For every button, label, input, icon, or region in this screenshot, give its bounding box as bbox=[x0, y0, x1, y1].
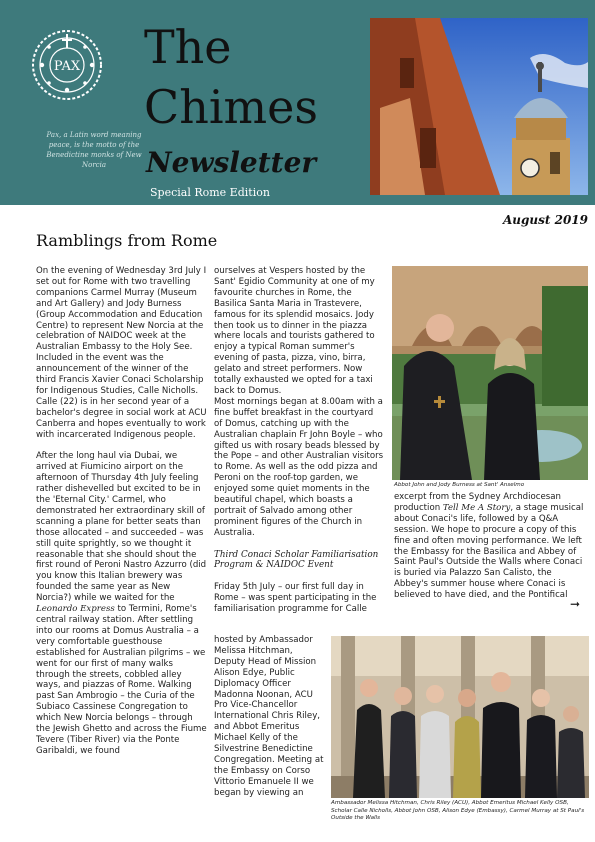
paragraph-mornings: Most mornings began at 8.00am with a fine buffet breakfast in the courtyard of Domus, catching up with the Australian chaplain Fr John Boyle – who gifted us with rosary beads blessed by the Pope – and other Australian visitors to Rome. As well as the odd pizza and Peroni on the roof-top garden, we enjoyed some quiet moments in the beautiful chapel, which boasts a portrait of Salvado among other prominent figures of the Church in Australia. bbox=[214, 396, 384, 538]
photo-group-st-pauls bbox=[331, 636, 589, 798]
tagline: Pax, a Latin word meaning peace, is the motto of the Benedictine monks of New Norcia bbox=[46, 131, 142, 169]
article-column-1 bbox=[36, 266, 208, 757]
train-name: Leonardo Express bbox=[36, 604, 115, 615]
article-column-3 bbox=[394, 492, 588, 601]
subheading-conaci: Third Conaci Scholar Familiarisation Program & NAIDOC Event bbox=[214, 549, 379, 571]
title-the: The bbox=[144, 20, 232, 74]
paragraph-opening: On the evening of Wednesday 3rd July I set out for Rome with two travelling companions Carmel Murray (Museum and Art Gallery) and Jody Burness (Group Accommodation and Education Centre) to represent New Norcia at the celebration of NAIDOC week at the Australian Embassy to the Holy See. Included in the event was the announcement of the winner of the third Francis Xavier Conaci Scholarship for Indigenous Studies, Calle Nicholls. Calle (22) is in her second year of a bachelor's degree in social work at ACU Canberra and hopes eventually to work with incarcerated Indigenous people. bbox=[36, 266, 207, 440]
issue-date: August 2019 bbox=[502, 213, 588, 227]
paragraph-vespers: ourselves at Vespers hosted by the Sant' Egidio Community at one of my favourite churches in Rome, the Basilica Santa Maria in Trastevere, famous for its splendid mosaics. Jody then took us to dinner in the piazza where locals and tourists gathered to enjoy a typical Roman summer's evening of pasta, pizza, vino, birra, gelato and street performers. Now totally exhausted we opted for a taxi back to Domus. bbox=[214, 266, 375, 396]
article-column-2-lower bbox=[214, 635, 324, 799]
pax-logo bbox=[30, 28, 104, 102]
photo-caption-2: Ambassador Melissa Hitchman, Chris Riley (ACU), Abbot Emeritus Michael Kelly OSB, Scholar Calle Nicholls, Abbot John OSB, Alison Edye (Embassy), Carmel Murray at St Paul's Outside the Walls bbox=[331, 800, 585, 822]
production-title: Tell Me A Story bbox=[442, 502, 511, 513]
article-column-2 bbox=[214, 266, 384, 615]
article-headline: Ramblings from Rome bbox=[36, 231, 218, 250]
logo-text: PAX bbox=[53, 59, 81, 74]
photo-abbot-and-jody bbox=[392, 266, 588, 480]
edition-label: Special Rome Edition bbox=[150, 186, 270, 199]
photo-caption-1: Abbot John and Jody Burness at Sant' Anselmo bbox=[394, 482, 525, 488]
paragraph-friday-cont: hosted by Ambassador Melissa Hitchman, Deputy Head of Mission Alison Edye, Public Diplomacy Officer Madonna Noonan, ACU Pro Vice-Chancellor International Chris Riley, and Abbot Emeritus Michael Kelly of the Silvestrine Benedictine Congregation. Meeting at the Embassy on Corso Vittorio Emanuele II we began by viewing an bbox=[214, 635, 324, 798]
paragraph-arrival: After the long haul via Dubai, we arrived at Fiumicino airport on the afternoon of Thursday 4th July feeling rather dishevelled but excited to be in the 'Eternal City.' Carmel, who demonstrated her extraordinary skill of scanning a plane for better seats than those allocated – and succeeded – was still quite sprightly, so we thought it reasonable that she should shout the first round of Peroni Nastro Azzurro (did you know this Italian brewery was founded the same year as New Norcia?) while we waited for the Leonardo Express to Termini, Rome's central railway station. After settling into our rooms at Domus Australia – a very comfortable guesthouse established for Australian pilgrims – we went for our first of many walks through the streets, cobbled alley ways, and piazzas of Rome. Walking past San Ambrogio – the Curia of the Subiaco Cassinese Congregation to which New Norcia belongs – through the Jewish Ghetto and across the Fiume Tevere (Tiber River) via the Ponte Garibaldi, we found bbox=[36, 451, 207, 756]
paragraph-excerpt: excerpt from the Sydney Archdiocesan production Tell Me A Story, a stage musical about Conaci's life, followed by a Q&A session. We hope to procure a copy of this fine and often moving performance. We left the Embassy for the Basilica and Abbey of Saint Paul's Outside the Walls where Conaci is buried via Palazzo San Calisto, the Abbey's summer house where Conaci is believed to have died, and the Pontifical bbox=[394, 492, 584, 601]
title-chimes: Chimes bbox=[144, 80, 318, 134]
continue-arrow-icon: ➞ bbox=[570, 597, 581, 611]
paragraph-friday: Friday 5th July – our first full day in Rome – was spent participating in the familiarisation programme for Calle bbox=[214, 582, 377, 615]
title-newsletter: Newsletter bbox=[146, 146, 317, 179]
hero-photo-bell-tower bbox=[370, 18, 588, 195]
